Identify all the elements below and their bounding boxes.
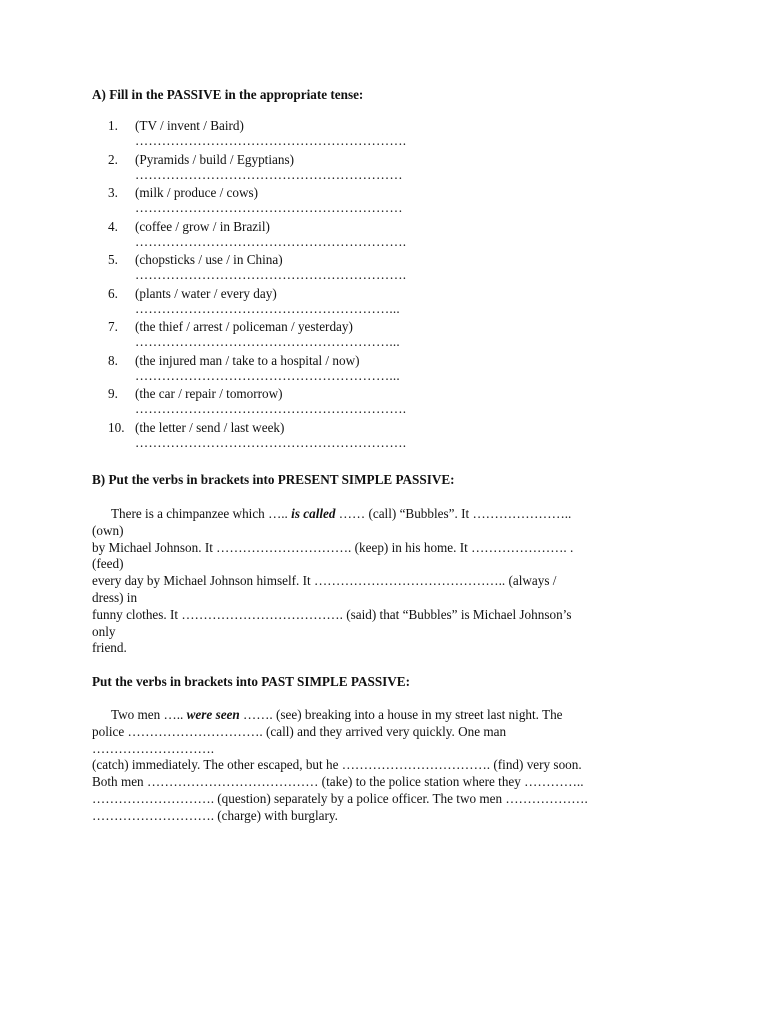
item-number: 4.	[108, 218, 118, 234]
line-text: every day by Michael Johnson himself. It …………………………………….. (always /	[92, 573, 557, 589]
line-text: (own)	[92, 522, 124, 538]
paragraph-line	[92, 640, 684, 657]
line-text: ………………………. (charge) with burglary.	[92, 807, 338, 823]
paragraph-line	[92, 590, 684, 607]
section-b-heading: B) Put the verbs in brackets into PRESENT SIMPLE PASSIVE:	[92, 472, 455, 487]
section-c-paragraph	[92, 707, 684, 825]
paragraph-line	[92, 573, 684, 590]
section-a-list	[0, 118, 768, 453]
item-number: 1.	[108, 118, 118, 133]
item-number: 10.	[108, 419, 125, 435]
item-number: 9.	[108, 386, 118, 401]
line-text: ………………………. (question) separately by a police officer. The two men ……………….	[92, 790, 588, 806]
answer-blank: …………………………………………………….	[135, 233, 407, 249]
exercise-item	[0, 152, 768, 186]
section-a-heading: A) Fill in the PASSIVE in the appropriate tense:	[92, 87, 364, 102]
answer-blank: …………………………………………………….	[135, 401, 407, 416]
item-number: 6.	[108, 285, 118, 301]
answer-blank: …………………………………………………….	[135, 267, 407, 282]
line-text: funny clothes. It ………………………………. (said) that “Bubbles” is Michael Johnson’s	[92, 606, 572, 622]
paragraph-line	[92, 506, 684, 523]
exercise-item	[0, 252, 768, 286]
item-number: 3.	[108, 185, 118, 200]
line-text: dress) in	[92, 589, 138, 605]
answer-blank: ……………………………………………………	[135, 200, 403, 215]
paragraph-line	[92, 707, 684, 724]
item-prompt: (chopsticks / use / in China)	[135, 252, 283, 267]
item-prompt: (the car / repair / tomorrow)	[135, 386, 283, 401]
exercise-item	[0, 118, 768, 152]
item-prompt: (the injured man / take to a hospital / now)	[135, 352, 360, 368]
item-prompt: (plants / water / every day)	[135, 285, 277, 301]
item-prompt: (TV / invent / Baird)	[135, 118, 244, 133]
paragraph-line	[92, 791, 684, 808]
paragraph-line	[92, 607, 684, 624]
line-text: Both men ………………………………… (take) to the police station where they …………..	[92, 774, 584, 790]
example-answer: were seen	[186, 707, 240, 722]
line-text: Two men …..	[111, 707, 187, 722]
section-c-heading: Put the verbs in brackets into PAST SIMPLE PASSIVE:	[92, 674, 410, 689]
answer-blank: …………………………………………………...	[135, 300, 400, 316]
item-prompt: (coffee / grow / in Brazil)	[135, 218, 270, 234]
answer-blank: …………………………………………………...	[135, 367, 400, 383]
line-text-after-answer: …… (call) “Bubbles”. It …………………..	[335, 506, 572, 521]
exercise-item	[0, 353, 768, 387]
paragraph-line	[92, 540, 684, 557]
example-answer: is called	[291, 506, 336, 521]
exercise-item	[0, 386, 768, 420]
paragraph-line	[92, 556, 684, 573]
item-number: 8.	[108, 352, 118, 368]
section-b-paragraph	[92, 506, 684, 657]
line-text: ……………………….	[92, 740, 214, 756]
paragraph-line	[92, 741, 684, 758]
line-text: only	[92, 623, 116, 639]
item-prompt: (the letter / send / last week)	[135, 419, 285, 435]
paragraph-line	[92, 808, 684, 825]
line-text: police …………………………. (call) and they arrived very quickly. One man	[92, 723, 507, 739]
answer-blank: …………………………………………………….	[135, 133, 407, 148]
paragraph-line	[92, 624, 684, 641]
item-number: 5.	[108, 252, 118, 267]
line-text: (catch) immediately. The other escaped, but he ……………………………. (find) very soon.	[92, 757, 582, 773]
item-prompt: (Pyramids / build / Egyptians)	[135, 151, 294, 167]
exercise-item	[0, 185, 768, 219]
paragraph-line	[92, 757, 684, 774]
line-text: (feed)	[92, 556, 124, 572]
exercise-item	[0, 420, 768, 454]
exercise-item	[0, 286, 768, 320]
paragraph-line	[92, 774, 684, 791]
line-text: friend.	[92, 640, 127, 656]
item-number: 2.	[108, 151, 118, 167]
exercise-item	[0, 219, 768, 253]
item-prompt: (milk / produce / cows)	[135, 185, 259, 200]
answer-blank: …………………………………………………...	[135, 334, 400, 349]
item-number: 7.	[108, 319, 118, 334]
line-text-after-answer: ……. (see) breaking into a house in my street last night. The	[239, 707, 563, 722]
answer-blank: ……………………………………………………	[135, 166, 403, 182]
exercise-item	[0, 319, 768, 353]
line-text: by Michael Johnson. It …………………………. (keep) in his home. It …………………. .	[92, 539, 574, 555]
item-prompt: (the thief / arrest / policeman / yesterday)	[135, 319, 353, 334]
answer-blank: …………………………………………………….	[135, 434, 407, 450]
paragraph-line	[92, 724, 684, 741]
paragraph-line	[92, 523, 684, 540]
line-text: There is a chimpanzee which …..	[111, 506, 292, 521]
